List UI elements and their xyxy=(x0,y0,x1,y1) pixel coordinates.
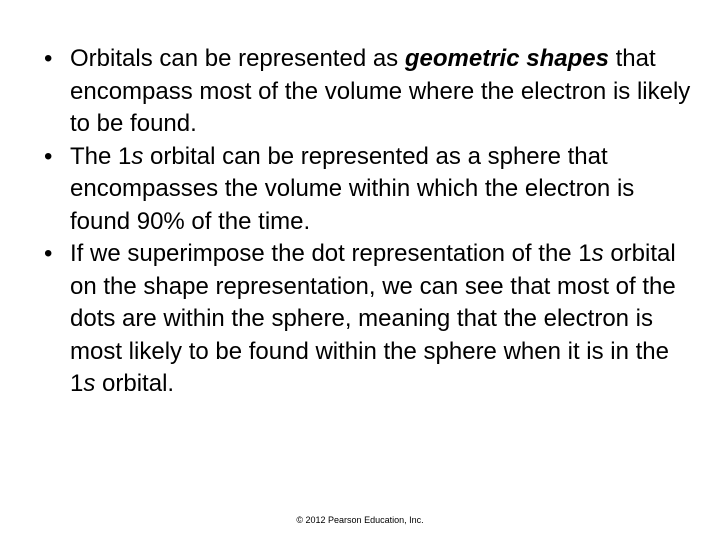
text-run: orbital on the shape representation, we can see that most of the dots are within the sphere, meaning that the electron is most likely to be found within the sphere when it is in the 1 xyxy=(70,240,676,397)
italic-text-run: s xyxy=(591,240,604,267)
bullet-list xyxy=(44,43,694,401)
text-run: Orbitals can be represented as xyxy=(70,45,405,72)
bullet-marker: • xyxy=(44,240,53,267)
emphasized-text-run: geometric shapes xyxy=(404,45,609,72)
bullet-item-1 xyxy=(44,43,694,141)
text-run: orbital can be represented as a sphere that encompasses the volume within which the electron is found 90% of the time. xyxy=(70,142,635,235)
italic-text-run: s xyxy=(131,142,144,170)
italic-text-run: s xyxy=(83,370,96,397)
text-run: that encompass most of the volume where the electron is likely to be found. xyxy=(70,45,691,137)
bullet-text xyxy=(70,238,694,401)
bullet-text xyxy=(70,141,694,239)
bullet-marker: • xyxy=(44,45,53,72)
bullet-item-2 xyxy=(44,141,694,239)
copyright-footer: © 2012 Pearson Education, Inc. xyxy=(296,515,424,525)
text-run: If we superimpose the dot representation of the 1 xyxy=(70,240,592,267)
bullet-text xyxy=(70,43,694,141)
text-run: The 1 xyxy=(70,142,132,170)
bullet-marker: • xyxy=(44,142,53,170)
bullet-item-3 xyxy=(44,238,694,401)
text-run: orbital. xyxy=(95,370,175,397)
